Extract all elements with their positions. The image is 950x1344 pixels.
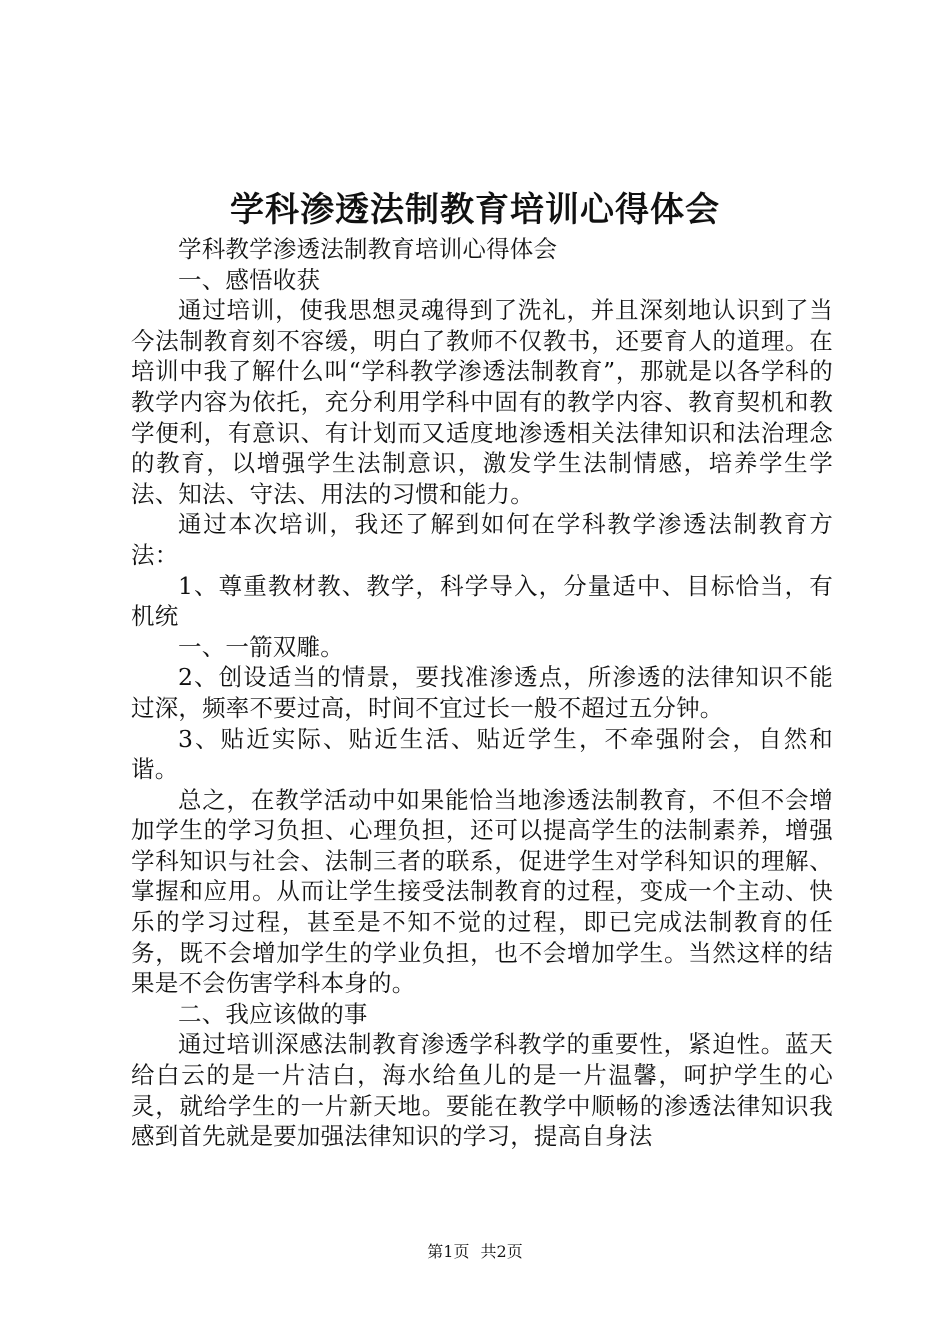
- page-total: 共2页: [480, 1242, 523, 1261]
- page-footer: [0, 1241, 950, 1263]
- document-body: [131, 234, 833, 1152]
- section-heading-2: 二、我应该做的事: [178, 999, 368, 1028]
- list-item-2: 2、创设适当的情景，要找准渗透点，所渗透的法律知识不能过深，频率不要过高，时间不宜过长一般不超过五分钟。: [131, 663, 833, 722]
- body-paragraph: 通过培训深感法制教育渗透学科教学的重要性，紧迫性。蓝天给白云的是一片洁白，海水给鱼儿的是一片温馨，呵护学生的心灵，就给学生的一片新天地。要能在教学中顺畅的渗透法律知识我感到首先就是要加强法律知识的学习，提高自身法: [131, 1030, 833, 1151]
- list-item-1: 1、尊重教材教、教学，科学导入，分量适中、目标恰当，有机统: [131, 571, 833, 631]
- document-title: 学科渗透法制教育培训心得体会: [230, 190, 720, 230]
- body-paragraph: 通过培训，使我思想灵魂得到了洗礼，并且深刻地认识到了当今法制教育刻不容缓，明白了教师不仅教书，还要育人的道理。在培训中我了解什么叫“学科教学渗透法制教育”，那就是以各学科的教学内容为依托，充分利用学科中固有的教学内容、教育契机和教学便利，有意识、有计划而又适度地渗透相关法律知识和法治理念的教育，以增强学生法制意识，激发学生法制情感，培养学生学法、知法、守法、用法的习惯和能力。: [131, 296, 833, 508]
- body-paragraph: 通过本次培训，我还了解到如何在学科教学渗透法制教育方法：: [131, 510, 833, 569]
- page-number: 第1页: [427, 1242, 470, 1261]
- section-heading-1: 一、感悟收获: [178, 265, 321, 294]
- list-item-3: 3、贴近实际、贴近生活、贴近学生，不牵强附会，自然和谐。: [131, 724, 833, 784]
- body-paragraph: 总之，在教学活动中如果能恰当地渗透法制教育，不但不会增加学生的学习负担、心理负担，还可以提高学生的法制素养，增强学科知识与社会、法制三者的联系，促进学生对学科知识的理解、掌握和应用。从而让学生接受法制教育的过程，变成一个主动、快乐的学习过程，甚至是不知不觉的过程，即已完成法制教育的任务，既不会增加学生的学业负担，也不会增加学生。当然这样的结果是不会伤害学科本身的。: [131, 785, 833, 998]
- list-item-1-continued: 一、一箭双雕。: [178, 632, 344, 661]
- subtitle-paragraph: 学科教学渗透法制教育培训心得体会: [178, 235, 558, 263]
